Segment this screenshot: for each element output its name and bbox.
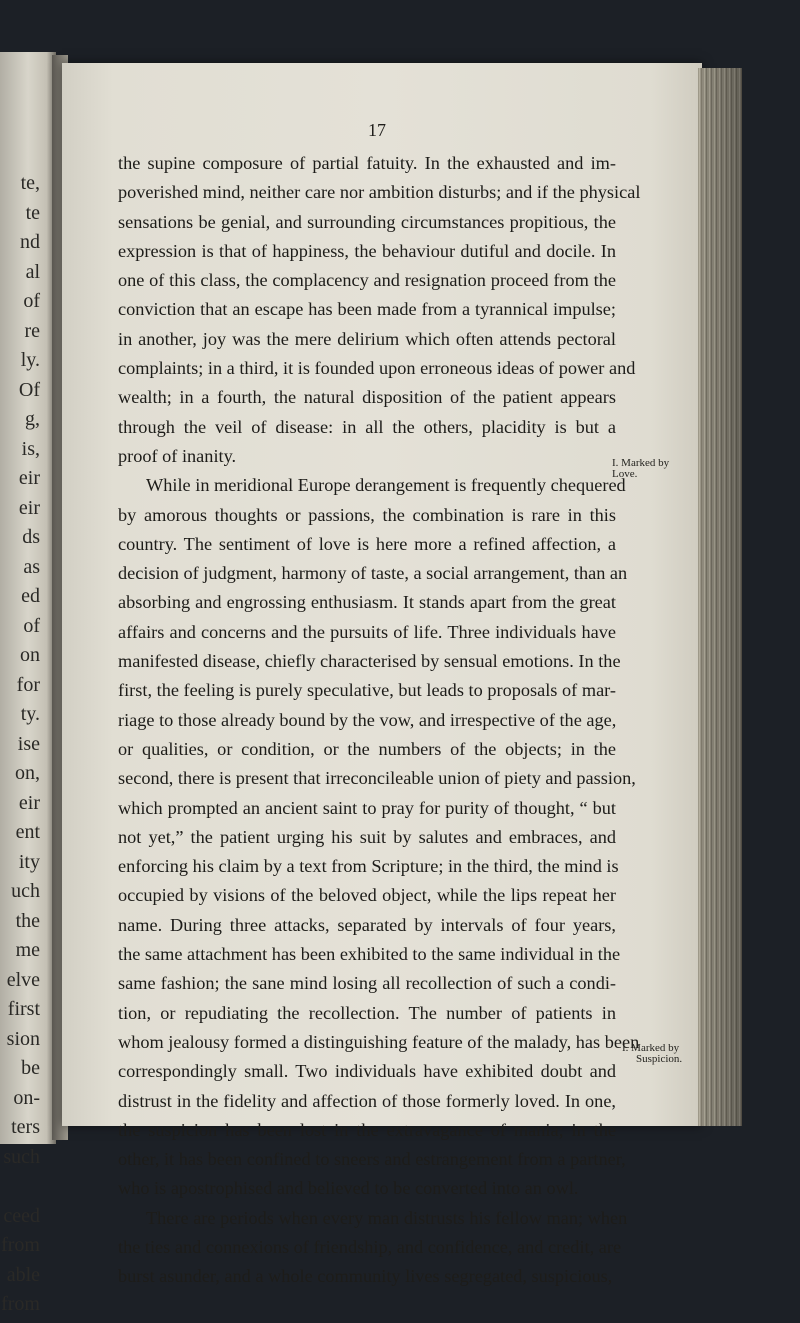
facing-page-fragment: ds — [22, 526, 40, 548]
facing-page-fragment: ters — [11, 1116, 40, 1138]
page-number: 17 — [368, 120, 386, 140]
marginal-note-love — [612, 458, 669, 480]
facing-page-fragment: me — [15, 939, 40, 961]
facing-page-edge — [0, 52, 56, 1315]
facing-page-fragment: as — [23, 555, 40, 578]
text-line: the suspicion has been lost in the extravagance of mania; in the — [118, 1119, 616, 1140]
facing-page-fragment: the — [15, 909, 40, 932]
text-line: complaints; in a third, it is founded upon erroneous ideas of power and — [118, 358, 636, 379]
facing-page-fragment: re — [24, 319, 40, 342]
text-line: first, the feeling is purely speculative, but leads to proposals of mar- — [118, 680, 616, 701]
text-line: other, it has been confined to sneers and estrangement from a partner, — [118, 1149, 626, 1170]
facing-page-fragment: eir — [18, 467, 40, 489]
facing-page-fragment: ent — [15, 821, 40, 843]
text-line: through the veil of disease: in all the others, placidity is but a — [118, 416, 616, 437]
text-line: whom jealousy formed a distinguishing feature of the malady, has been — [118, 1031, 640, 1052]
facing-page-fragment: on- — [13, 1086, 40, 1109]
facing-page-fragment: eir — [18, 496, 40, 519]
text-line: While in meridional Europe derangement is frequently chequered — [146, 475, 626, 496]
text-line: wealth; in a fourth, the natural disposition of the patient appears — [118, 387, 616, 408]
text-line: country. The sentiment of love is here more a refined affection, a — [118, 533, 616, 554]
facing-page-fragment: first — [7, 998, 40, 1020]
text-line: manifested disease, chiefly characterised by sensual emotions. In the — [118, 651, 621, 672]
facing-page-fragment: g, — [25, 408, 40, 430]
facing-page-fragment: te, — [20, 172, 40, 194]
facing-page-fragment: ly. — [20, 349, 40, 371]
facing-page-fragment: able — [6, 1263, 40, 1286]
facing-page-fragment: from — [1, 1293, 40, 1315]
text-line: occupied by visions of the beloved object, while the lips repeat her — [118, 885, 616, 906]
facing-page-fragment: for — [16, 673, 40, 696]
facing-page-fragment: of — [23, 614, 40, 637]
text-line: riage to those already bound by the vow, and irrespective of the age, — [118, 709, 617, 730]
text-line: which prompted an ancient saint to pray for purity of thought, “ but — [118, 797, 616, 818]
text-line: distrust in the fidelity and affection of those formerly loved. In one, — [118, 1090, 616, 1111]
text-line: in another, joy was the mere delirium which often attends pectoral — [118, 328, 616, 349]
text-line: sensations be genial, and surrounding circumstances propitious, the — [118, 211, 616, 232]
marginal-note-love-line1: I. Marked by — [612, 457, 670, 469]
facing-page-fragment: ceed — [3, 1204, 40, 1227]
facing-page-fragment: nd — [20, 231, 40, 253]
marginal-note-love-line2: Love. — [612, 468, 638, 480]
text-line: correspondingly small. Two individuals have exhibited doubt and — [118, 1061, 616, 1082]
text-line: second, there is present that irreconcileable union of piety and passion, — [118, 768, 636, 789]
text-line: decision of judgment, harmony of taste, a social arrangement, than an — [118, 563, 628, 584]
text-line: the supine composure of partial fatuity. In the exhausted and im- — [118, 153, 616, 173]
text-line: name. During three attacks, separated by intervals of four years, — [118, 914, 616, 935]
facing-page-fragment: on — [20, 644, 40, 666]
facing-page-fragment: eir — [18, 791, 40, 814]
marginal-note-suspicion — [622, 1043, 682, 1065]
text-line: or qualities, or condition, or the numbers of the objects; in the — [118, 738, 616, 759]
facing-page-fragment: elve — [6, 968, 40, 991]
text-line: proof of inanity. — [118, 445, 237, 466]
facing-page-fragment — [0, 1175, 40, 1205]
facing-page-fragment: uch — [11, 880, 40, 902]
text-line: not yet,” the patient urging his suit by salutes and embraces, and — [118, 826, 616, 847]
text-line: poverished mind, neither care nor ambition disturbs; and if the physical — [118, 182, 641, 203]
text-line: tion, or repudiating the recollection. The number of patients in — [118, 1002, 616, 1023]
facing-page-fragment: ty. — [20, 703, 40, 725]
facing-page-fragment: of — [23, 290, 40, 312]
text-line: same fashion; the sane mind losing all recollection of such a condi- — [118, 973, 616, 994]
text-line: who is apostrophised and believed to be converted into an owl. — [118, 1178, 579, 1199]
text-line: absorbing and engrossing enthusiasm. It stands apart from the great — [118, 592, 616, 613]
text-line: the ties and connexions of friendship, and confidence, and credit, are — [118, 1236, 622, 1257]
text-line: one of this class, the complacency and resignation proceed from the — [118, 270, 616, 291]
text-line: enforcing his claim by a text from Scripture; in the third, the mind is — [118, 856, 619, 877]
text-line: There are periods when every man distrusts his fellow man; when — [146, 1207, 628, 1228]
text-line: by amorous thoughts or passions, the combination is rare in this — [118, 504, 616, 525]
facing-page-fragment: such — [3, 1145, 40, 1168]
facing-page-fragment: Of — [18, 378, 40, 401]
facing-page-fragment: ity — [18, 850, 40, 873]
marginal-note-suspicion-line1: I. Marked by — [622, 1042, 680, 1054]
facing-page-fragment: al — [25, 260, 40, 283]
facing-page-fragment: ed — [21, 585, 40, 607]
facing-page-fragment: on, — [15, 762, 40, 784]
page-edges — [698, 68, 742, 1126]
text-line: conviction that an escape has been made from a tyrannical impulse; — [118, 299, 616, 320]
facing-page-fragment: is, — [21, 437, 40, 460]
facing-page-fragment: sion — [6, 1027, 40, 1050]
facing-page-fragment: be — [21, 1057, 40, 1079]
text-line: the same attachment has been exhibited to the same individual in the — [118, 944, 621, 965]
text-line: expression is that of happiness, the behaviour dutiful and docile. In — [118, 240, 616, 261]
text-line: affairs and concerns and the pursuits of life. Three individuals have — [118, 621, 616, 642]
facing-page-fragment: from — [1, 1234, 40, 1256]
text-line: burst asunder, and a whole community lives segregated, suspicious, — [118, 1266, 613, 1287]
facing-page-fragment: te — [25, 201, 40, 224]
facing-page-fragment: ise — [17, 732, 40, 755]
marginal-note-suspicion-line2: Suspicion. — [636, 1053, 683, 1065]
facing-page-text-fragments — [0, 172, 40, 1315]
